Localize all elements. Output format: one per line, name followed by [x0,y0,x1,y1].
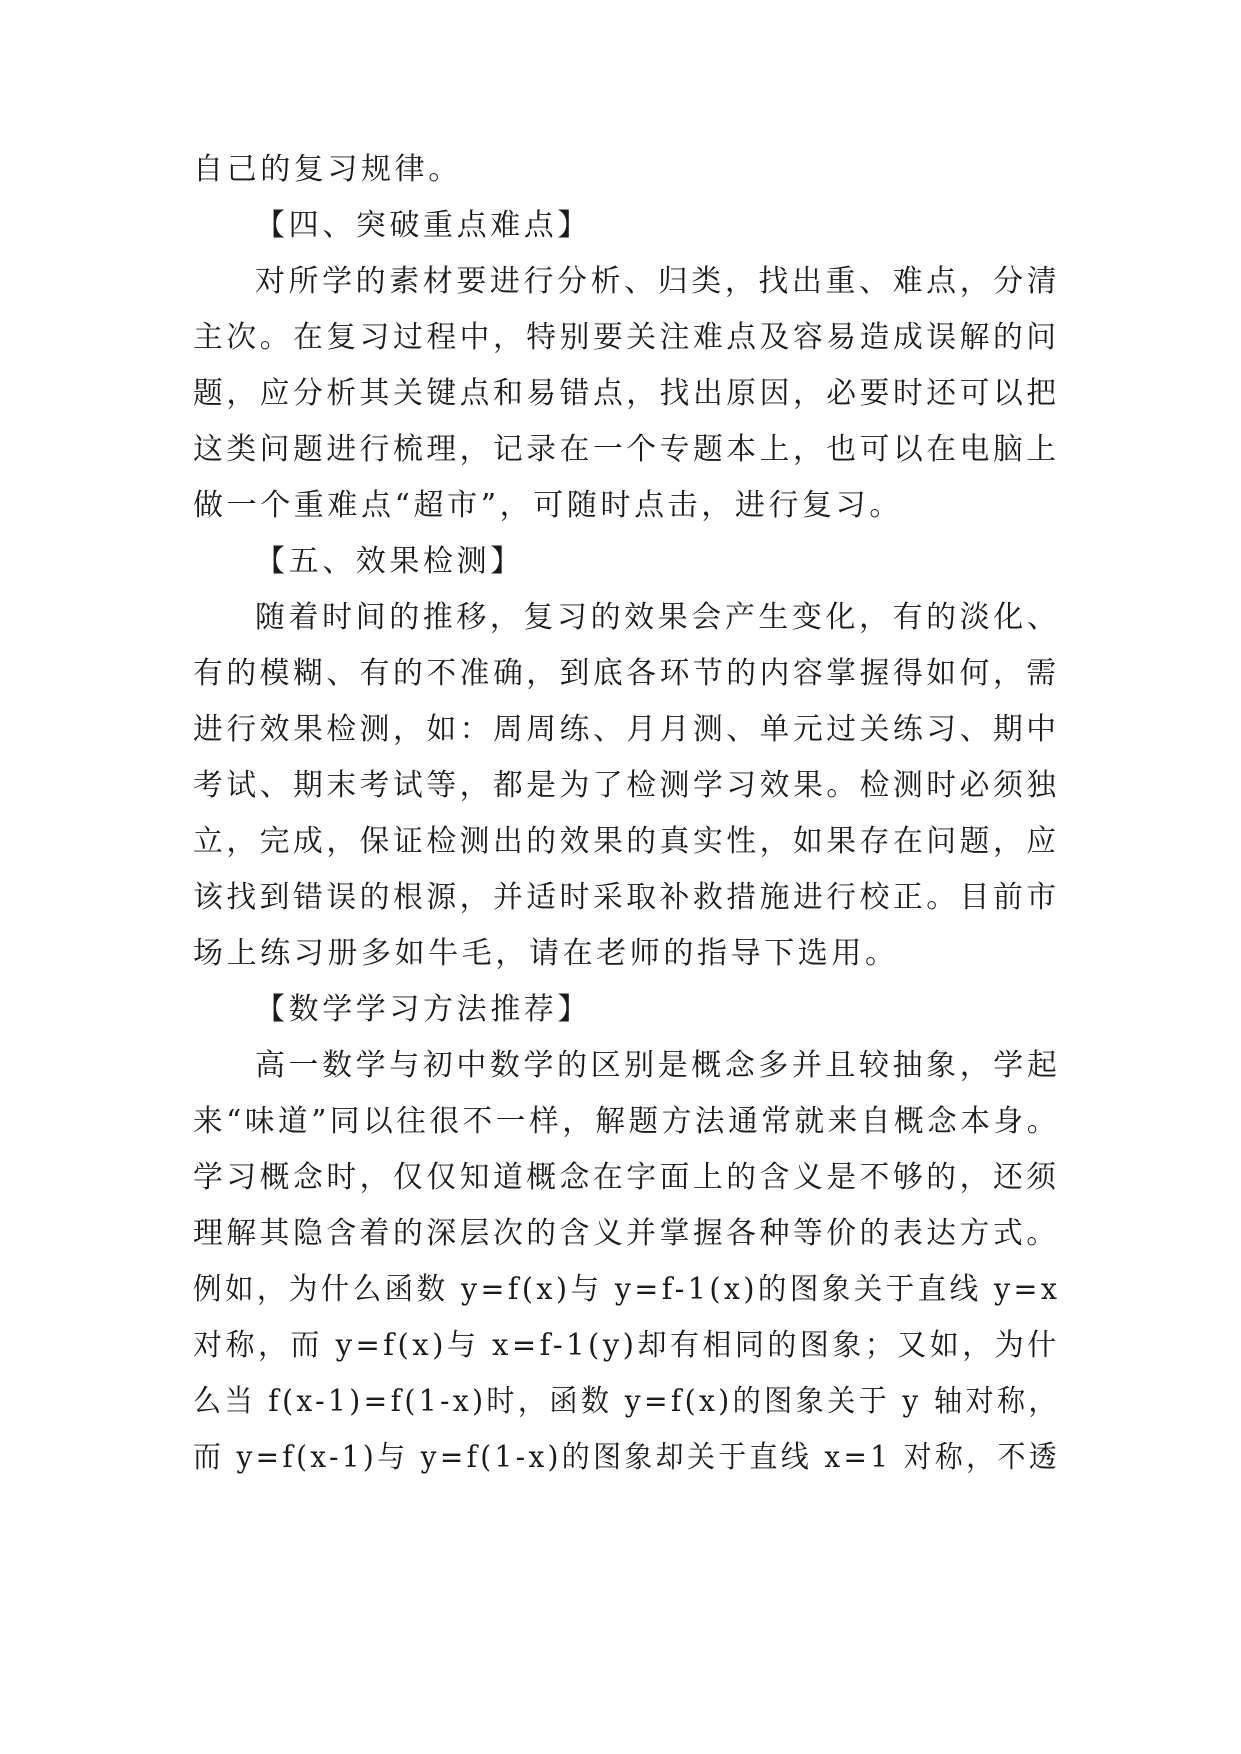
paragraph-line: 这类问题进行梳理，记录在一个专题本上，也可以在电脑上 [193,432,1060,467]
paragraph-line: 该找到错误的根源，并适时采取补救措施进行校正。目前市 [193,880,1060,915]
paragraph-line: 学习概念时，仅仅知道概念在字面上的含义是不够的，还须 [193,1160,1060,1195]
paragraph-line: 题，应分析其关键点和易错点，找出原因，必要时还可以把 [193,376,1060,411]
paragraph-line: 例如，为什么函数 y=f(x)与 y=f-1(x)的图象关于直线 y=x [193,1272,1061,1307]
section-heading: 【五、效果检测】 [255,544,524,579]
paragraph-line: 进行效果检测，如：周周练、月月测、单元过关练习、期中 [193,712,1060,747]
paragraph-line: 做一个重难点“超市”，可随时点击，进行复习。 [193,488,903,523]
section-heading: 【四、突破重点难点】 [255,208,591,243]
section-heading: 【数学学习方法推荐】 [255,992,591,1027]
paragraph-line: 对所学的素材要进行分析、归类，找出重、难点，分清 [255,264,1061,299]
paragraph-line: 自己的复习规律。 [193,152,462,187]
paragraph-line: 有的模糊、有的不准确，到底各环节的内容掌握得如何，需 [193,656,1060,691]
paragraph-line: 来“味道”同以往很不一样，解题方法通常就来自概念本身。 [193,1104,1060,1139]
paragraph-line: 对称，而 y=f(x)与 x=f-1(y)却有相同的图象；又如，为什 [193,1328,1060,1363]
paragraph-line: 场上练习册多如牛毛，请在老师的指导下选用。 [193,936,899,971]
paragraph-line: 考试、期末考试等，都是为了检测学习效果。检测时必须独 [193,768,1060,803]
paragraph-line: 么当 f(x-1)=f(1-x)时，函数 y=f(x)的图象关于 y 轴对称， [193,1384,1060,1419]
paragraph-line: 理解其隐含着的深层次的含义并掌握各种等价的表达方式。 [193,1216,1060,1251]
paragraph-line: 立，完成，保证检测出的效果的真实性，如果存在问题，应 [193,824,1060,859]
paragraph-line: 主次。在复习过程中，特别要关注难点及容易造成误解的问 [193,320,1060,355]
paragraph-line: 随着时间的推移，复习的效果会产生变化，有的淡化、 [255,600,1061,635]
paragraph-line: 而 y=f(x-1)与 y=f(1-x)的图象却关于直线 x=1 对称，不透 [193,1440,1061,1475]
paragraph-line: 高一数学与初中数学的区别是概念多并且较抽象，学起 [255,1048,1061,1083]
